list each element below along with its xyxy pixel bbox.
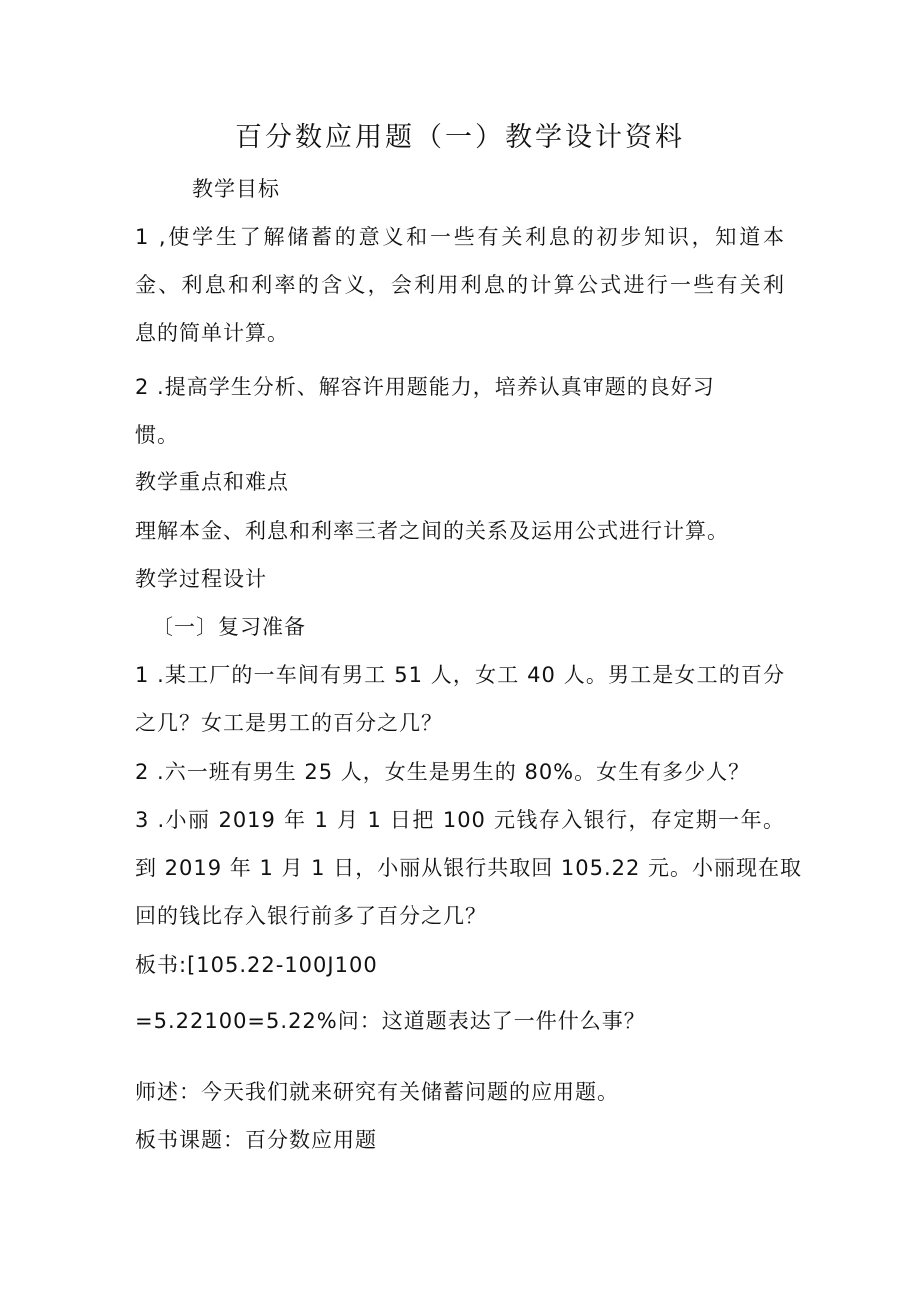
objective-1-line-1: 1 ,使学生了解储蓄的意义和一些有关利息的初步知识，知道本 <box>135 225 785 249</box>
question-3-line-2: 到 2019 年 1 月 1 日，小丽从银行共取回 105.22 元。小丽现在取 <box>135 856 803 880</box>
board-title-note: 板书课题：百分数应用题 <box>135 1128 377 1152</box>
review-heading: 〔一〕复习准备 <box>152 615 306 639</box>
objective-1-line-2: 金、利息和利率的含义，会利用利息的计算公式进行一些有关利 <box>135 273 785 297</box>
board-note-2: =5.22100=5.22%问：这道题表达了一件什么事？ <box>135 1009 646 1033</box>
board-note-1: 板书:[105.22-100J100 <box>135 953 378 977</box>
objective-2-line-1: 2 .提高学生分析、解容许用题能力，培养认真审题的良好习 <box>135 375 715 399</box>
question-3-line-3: 回的钱比存入银行前多了百分之几？ <box>135 904 487 928</box>
key-points-text: 理解本金、利息和利率三者之间的关系及运用公式进行计算。 <box>135 519 729 543</box>
objective-2-line-2: 惯。 <box>135 423 179 447</box>
objective-1-line-3: 息的简单计算。 <box>135 321 289 345</box>
question-1-line-2: 之几？女工是男工的百分之几？ <box>135 711 443 735</box>
question-2-line-1: 2 .六一班有男生 25 人，女生是男生的 80%。女生有多少人？ <box>135 760 751 784</box>
question-1-line-1: 1 .某工厂的一车间有男工 51 人，女工 40 人。男工是女工的百分 <box>135 663 785 687</box>
teacher-remark: 师述：今天我们就来研究有关储蓄问题的应用题。 <box>135 1080 619 1104</box>
question-3-line-1: 3 .小丽 2019 年 1 月 1 日把 100 元钱存入银行，存定期一年。 <box>135 808 785 832</box>
document-title: 百分数应用题（一）教学设计资料 <box>235 122 685 153</box>
process-heading: 教学过程设计 <box>135 567 267 591</box>
objectives-heading: 教学目标 <box>192 177 280 201</box>
key-points-heading: 教学重点和难点 <box>135 470 289 494</box>
